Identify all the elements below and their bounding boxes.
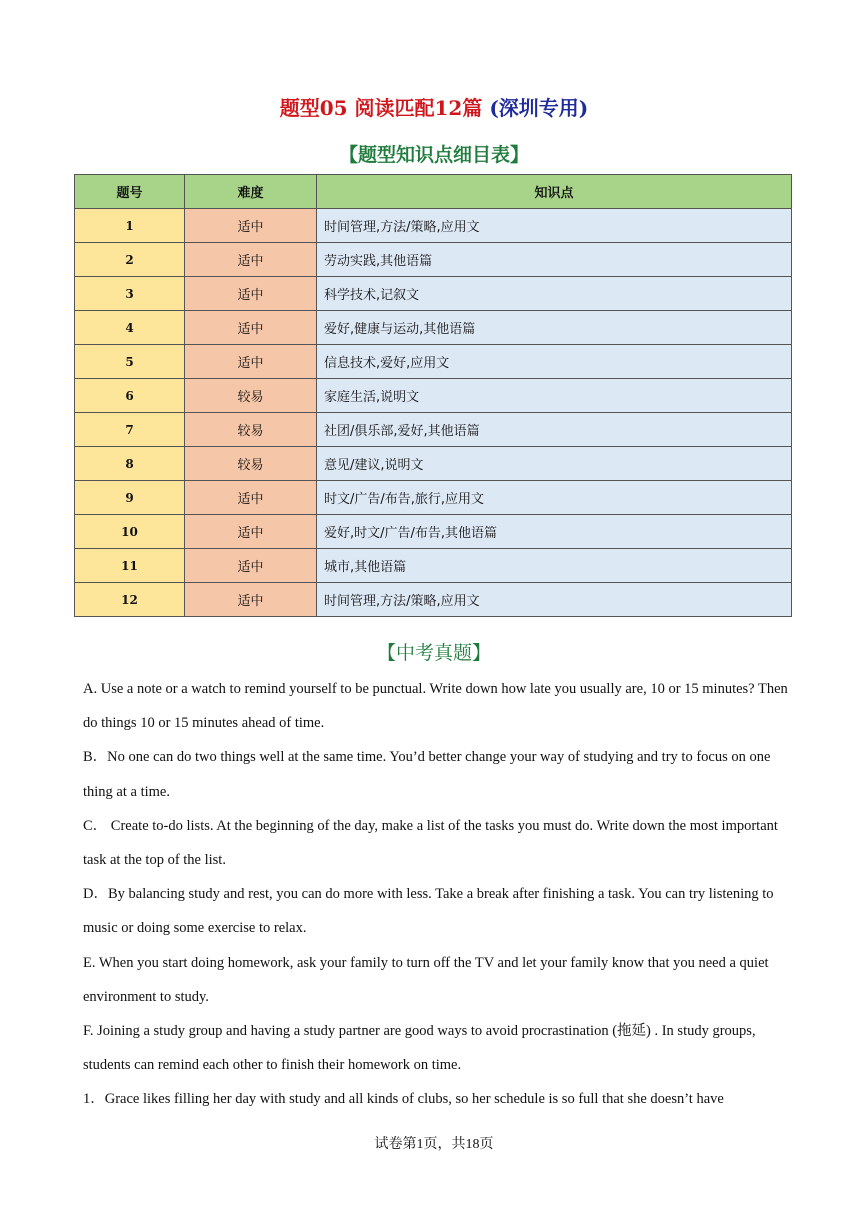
document-title bbox=[0, 92, 868, 121]
passage-paragraph: E. When you start doing homework, ask your family to turn off the TV and let your family know that you need a quiet environment to study. bbox=[83, 954, 769, 1005]
section-heading-exam: 【中考真题】 bbox=[376, 642, 491, 664]
question-number-cell: 1 bbox=[75, 209, 185, 243]
difficulty-cell: 适中 bbox=[185, 209, 317, 243]
difficulty-cell: 较易 bbox=[185, 413, 317, 447]
passage-paragraph: B．No one can do two things well at the same time. You’d better change your way of studying and try to focus on one thing at a time. bbox=[83, 749, 771, 800]
table-row bbox=[75, 481, 792, 515]
question-number-cell: 12 bbox=[75, 583, 185, 617]
difficulty-cell: 适中 bbox=[185, 345, 317, 379]
difficulty-cell: 适中 bbox=[185, 243, 317, 277]
table-row bbox=[75, 515, 792, 549]
passage-paragraph: 1．Grace likes filling her day with study and all kinds of clubs, so her schedule is so full that she doesn’t have bbox=[83, 1091, 724, 1108]
table-row bbox=[75, 413, 792, 447]
question-number-cell: 11 bbox=[75, 549, 185, 583]
table-row bbox=[75, 345, 792, 379]
knowledge-point-cell: 科学技术,记叙文 bbox=[317, 277, 792, 311]
question-number-cell: 6 bbox=[75, 379, 185, 413]
passage-paragraph: A. Use a note or a watch to remind yourself to be punctual. Write down how late you usually are, 10 or 15 minutes? Then do things 10 or 15 minutes ahead of time. bbox=[83, 681, 788, 732]
knowledge-point-cell: 社团/俱乐部,爱好,其他语篇 bbox=[317, 413, 792, 447]
knowledge-point-cell: 时文/广告/布告,旅行,应用文 bbox=[317, 481, 792, 515]
difficulty-cell: 适中 bbox=[185, 515, 317, 549]
difficulty-cell: 适中 bbox=[185, 549, 317, 583]
knowledge-point-cell: 意见/建议,说明文 bbox=[317, 447, 792, 481]
reading-passage bbox=[83, 672, 803, 1117]
question-number-cell: 7 bbox=[75, 413, 185, 447]
question-number-cell: 9 bbox=[75, 481, 185, 515]
table-body bbox=[75, 209, 792, 617]
question-number-cell: 5 bbox=[75, 345, 185, 379]
table-row bbox=[75, 311, 792, 345]
table-header-row bbox=[75, 175, 792, 209]
header-knowledge-point: 知识点 bbox=[317, 175, 792, 209]
question-number-cell: 2 bbox=[75, 243, 185, 277]
knowledge-point-cell: 家庭生活,说明文 bbox=[317, 379, 792, 413]
knowledge-point-cell: 爱好,时文/广告/布告,其他语篇 bbox=[317, 515, 792, 549]
difficulty-cell: 适中 bbox=[185, 583, 317, 617]
difficulty-cell: 适中 bbox=[185, 311, 317, 345]
header-number: 题号 bbox=[75, 175, 185, 209]
knowledge-point-table bbox=[74, 174, 792, 617]
title-main: 题型05 阅读匹配12篇 bbox=[279, 96, 483, 120]
header-difficulty: 难度 bbox=[185, 175, 317, 209]
table-row bbox=[75, 243, 792, 277]
difficulty-cell: 较易 bbox=[185, 447, 317, 481]
knowledge-point-cell: 时间管理,方法/策略,应用文 bbox=[317, 583, 792, 617]
knowledge-point-cell: 时间管理,方法/策略,应用文 bbox=[317, 209, 792, 243]
passage-paragraph: F. Joining a study group and having a study partner are good ways to avoid procrastination (拖延) . In study groups, students can remind each other to finish their homework on time. bbox=[83, 1023, 756, 1074]
table-row bbox=[75, 209, 792, 243]
section-heading-table: 【题型知识点细目表】 bbox=[338, 144, 529, 166]
title-region: (深圳专用) bbox=[489, 96, 589, 120]
passage-paragraph: D．By balancing study and rest, you can do more with less. Take a break after finishing a task. You can try listening to music or doing some exercise to relax. bbox=[83, 886, 774, 937]
difficulty-cell: 较易 bbox=[185, 379, 317, 413]
table-row bbox=[75, 583, 792, 617]
difficulty-cell: 适中 bbox=[185, 277, 317, 311]
table-row bbox=[75, 549, 792, 583]
question-number-cell: 10 bbox=[75, 515, 185, 549]
page-footer: 试卷第1页，共18页 bbox=[374, 1137, 494, 1152]
question-number-cell: 4 bbox=[75, 311, 185, 345]
table-row bbox=[75, 277, 792, 311]
knowledge-point-cell: 城市,其他语篇 bbox=[317, 549, 792, 583]
table-row bbox=[75, 447, 792, 481]
question-number-cell: 3 bbox=[75, 277, 185, 311]
table-row bbox=[75, 379, 792, 413]
question-number-cell: 8 bbox=[75, 447, 185, 481]
knowledge-point-cell: 爱好,健康与运动,其他语篇 bbox=[317, 311, 792, 345]
passage-paragraph: C． Create to-do lists. At the beginning of the day, make a list of the tasks you must do. Write down the most important task at the top of the list. bbox=[83, 817, 778, 869]
knowledge-point-cell: 信息技术,爱好,应用文 bbox=[317, 345, 792, 379]
knowledge-point-cell: 劳动实践,其他语篇 bbox=[317, 243, 792, 277]
difficulty-cell: 适中 bbox=[185, 481, 317, 515]
